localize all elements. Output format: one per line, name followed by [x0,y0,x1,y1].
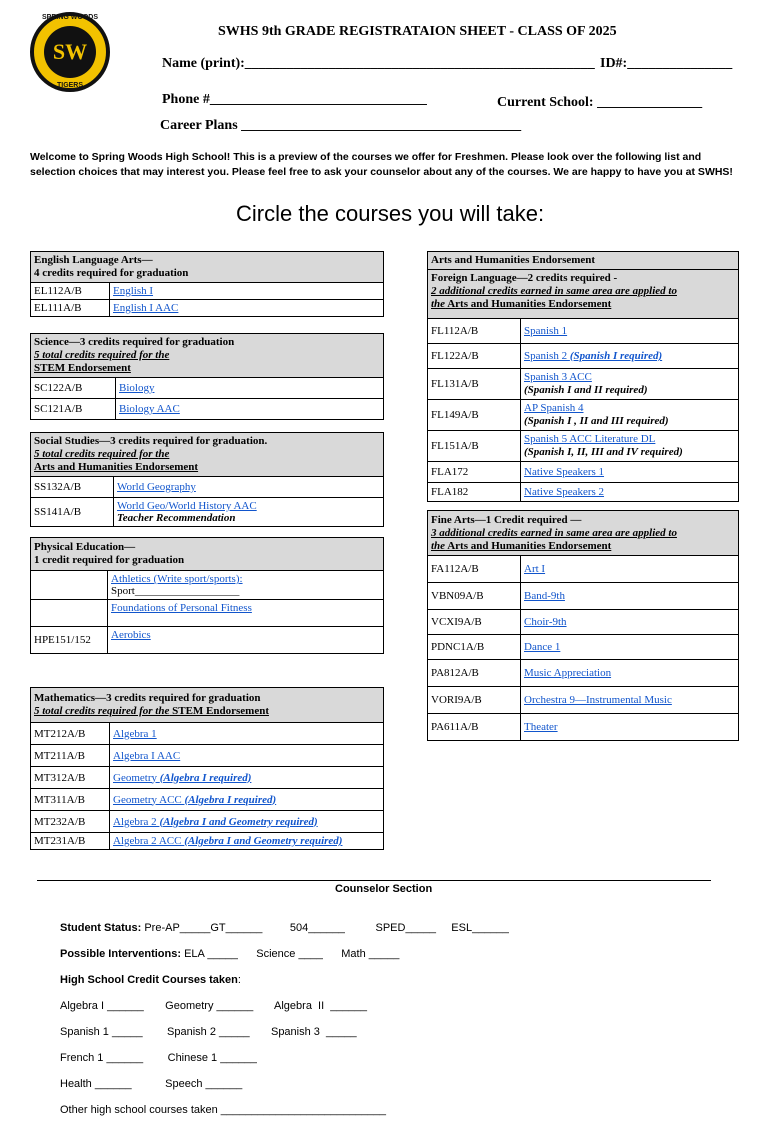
fl-header-line3a: the [431,298,446,310]
pe-header-line1: Physical Education— [34,541,136,553]
credit-line[interactable]: Spanish 1 _____ Spanish 2 _____ Spanish 3 _____ [60,1026,357,1038]
table-row [428,431,739,462]
course-code: MT231A/B [31,833,110,850]
fl-header-line1: Foreign Language—2 credits required - [431,272,618,284]
science-table [30,333,384,420]
course-code: PA611A/B [428,714,521,741]
course-link[interactable]: Foundations of Personal Fitness [111,602,252,614]
math-table [30,687,384,850]
pe-table [30,537,384,654]
course-link[interactable]: Spanish 2 (Spanish I required) [524,350,663,362]
course-link[interactable]: Theater [524,721,558,733]
english-header-line2: 4 credits required for graduation [34,267,189,279]
course-code: MT232A/B [31,811,110,833]
table-row [31,300,384,317]
page-title: SWHS 9th GRADE REGISTRATAION SHEET - CLASS OF 2025 [218,24,617,39]
course-code: FL131A/B [428,369,521,400]
course-code: MT312A/B [31,767,110,789]
interventions-line[interactable]: Possible Interventions: ELA _____ Science ____ Math _____ [60,948,400,960]
social-header-line1: Social Studies—3 credits required for graduation. [34,435,268,447]
credit-line[interactable]: Other high school courses taken ___________________________ [60,1104,386,1116]
hs-credit-label: High School Credit Courses taken [60,974,238,986]
counselor-section: Student Status: Pre-AP_____GT______ 504______ SPED_____ ESL______ Possible Interventions: ELA _____ Science ____ Math _____ High School Credit Courses taken: Algebra I ______ Geometry ______ Algebra II ______ Spanish 1 _____ Spanish 2 _____ Spanish 3 _____ French 1 ______ Chinese 1 ______ Health ______ Speech ______ Other high school courses taken ___________________________ [60,922,509,1116]
table-row [31,399,384,420]
fl-header-line2: 2 additional credits earned in same area are applied to [431,285,677,297]
fine-header-line3a: the [431,539,446,552]
course-code: MT212A/B [31,723,110,745]
course-note: Teacher Recommendation [117,512,236,524]
course-code: FL151A/B [428,431,521,462]
student-status-line[interactable]: Student Status: Pre-AP_____GT______ 504______ SPED_____ ESL______ [60,922,509,934]
course-code: EL111A/B [31,300,110,317]
course-code: FA112A/B [428,556,521,583]
table-row [428,583,739,610]
credit-line[interactable]: French 1 ______ Chinese 1 ______ [60,1052,257,1064]
course-link[interactable]: Native Speakers 1 [524,466,605,478]
course-code: HPE151/152 [31,627,108,654]
sport-field[interactable]: Sport___________________ [111,585,240,597]
social-studies-table [30,432,384,527]
course-code: EL112A/B [31,283,110,300]
table-row [31,745,384,767]
english-header [31,252,384,283]
course-code: FLA172 [428,462,521,483]
course-link[interactable]: Music Appreciation [524,667,612,679]
pe-header [31,538,384,571]
course-link[interactable]: Orchestra 9—Instrumental Music [524,694,672,706]
course-link[interactable]: Geometry (Algebra I required) [113,771,252,784]
fl-header-line3b: Arts and Humanities Endorsement [445,298,612,310]
table-row [31,627,384,654]
logo-bottom-text: TIGERS [56,82,84,89]
pe-header-line2: 1 credit required for graduation [34,554,185,566]
social-header-line2: 5 total credits required for the [34,448,170,460]
course-link[interactable]: Choir-9th [524,616,567,628]
table-row [428,610,739,635]
course-link[interactable]: Algebra 1 [113,727,157,740]
science-header-line2: 5 total credits required for the [34,349,170,361]
table-row [31,723,384,745]
fine-arts-header [428,511,739,556]
name-field[interactable]: Name (print):__________________________________________________ [162,56,595,71]
course-link[interactable]: Native Speakers 2 [524,486,605,498]
course-code: SC121A/B [31,399,116,420]
science-header [31,334,384,378]
social-header-line3: Arts and Humanities Endorsement [34,461,199,473]
course-code: PDNC1A/B [428,635,521,660]
math-header [31,688,384,723]
table-row [31,571,384,600]
table-row [31,833,384,850]
course-link[interactable]: Band-9th [524,590,565,602]
course-requirement: (Spanish I , II and III required) [524,415,669,427]
course-code: MT311A/B [31,789,110,811]
course-link[interactable]: Algebra 2 (Algebra I and Geometry required) [113,815,318,828]
course-code: VBN09A/B [428,583,521,610]
course-link[interactable]: Geometry ACC (Algebra I required) [113,793,277,806]
logo-top-text: SPRING WOODS [41,14,98,21]
science-header-line3: STEM Endorsement [34,362,131,374]
course-requirement: (Spanish I and II required) [524,384,648,396]
table-row [428,344,739,369]
arts-humanities-table [427,251,739,502]
table-row [428,714,739,741]
table-row [31,789,384,811]
math-header-line1: Mathematics—3 credits required for graduation [34,692,261,704]
credit-line[interactable]: Algebra I ______ Geometry ______ Algebra II ______ [60,1000,367,1012]
table-row [31,283,384,300]
course-code: SS132A/B [31,477,114,498]
english-header-line1: English Language Arts— [34,254,153,266]
fine-header-line1: Fine Arts—1 Credit required — [431,513,582,526]
science-header-line1: Science—3 credits required for graduation [34,336,235,348]
table-row [428,462,739,483]
course-link[interactable]: Biology [119,382,155,394]
course-code: VORI9A/B [428,687,521,714]
table-row [31,477,384,498]
course-link[interactable]: Aerobics [111,629,151,641]
course-code: MT211A/B [31,745,110,767]
table-row [31,498,384,527]
career-plans-field[interactable]: Career Plans ________________________________________ [160,118,522,133]
phone-field[interactable]: Phone #_______________________________ [162,92,427,107]
table-row [428,660,739,687]
table-row [428,687,739,714]
table-row [31,378,384,399]
school-logo [30,12,110,92]
table-row [428,483,739,502]
fine-header-line3b: Arts and Humanities Endorsement [445,539,612,552]
course-link[interactable]: Algebra I AAC [113,749,181,762]
instructions-heading: Circle the courses you will take: [236,201,545,226]
logo-monogram: SW [44,26,96,78]
id-field[interactable]: ID#:_______________ [600,56,733,71]
course-link[interactable]: Biology AAC [119,403,180,415]
social-header [31,433,384,477]
course-link[interactable]: World Geography [117,481,196,493]
counselor-section-title: Counselor Section [335,883,433,895]
course-code: FLA182 [428,483,521,502]
math-header-line2: 5 total credits required for the [34,705,170,717]
fine-header-line2: 3 additional credits earned in same area are applied to [431,526,677,539]
table-row [31,600,384,627]
divider [37,880,711,881]
course-requirement: (Spanish I, II, III and IV required) [524,446,683,458]
fine-arts-table [427,510,739,741]
foreign-language-header [428,270,739,319]
course-code: PA812A/B [428,660,521,687]
table-row [31,767,384,789]
course-link[interactable]: Spanish 3 ACC [524,371,592,383]
course-code: FL122A/B [428,344,521,369]
course-link[interactable]: Spanish 5 ACC Literature DL [524,433,656,445]
credit-line[interactable]: Health ______ Speech ______ [60,1078,243,1090]
math-header-line2b: STEM Endorsement [169,705,269,717]
course-link[interactable]: English I [113,285,154,297]
table-row [428,556,739,583]
course-code: VCXI9A/B [428,610,521,635]
intro-text: Welcome to Spring Woods High School! This is a preview of the courses we offer for Freshmen. Please look over the following list and selection choices that may interest you. Please feel free to ask your counselor about any of the courses. We are happy to have you at SWHS! [30,151,733,178]
course-link[interactable]: AP Spanish 4 [524,402,584,414]
table-row [428,400,739,431]
course-code: FL149A/B [428,400,521,431]
course-code: SS141A/B [31,498,114,527]
course-code: FL112A/B [428,319,521,344]
course-link[interactable]: Spanish 1 [524,325,568,337]
current-school-field[interactable]: Current School: _______________ [497,95,703,110]
table-row [428,369,739,400]
course-link[interactable]: English I AAC [113,302,179,314]
course-link[interactable]: Algebra 2 ACC (Algebra I and Geometry required) [113,835,343,847]
course-link[interactable]: Dance 1 [524,641,561,653]
course-link[interactable]: World Geo/World History AAC [117,500,257,512]
course-link[interactable]: Athletics (Write sport/sports): [111,573,243,585]
english-table [30,251,384,317]
table-row [428,635,739,660]
course-code: SC122A/B [31,378,116,399]
course-link[interactable]: Art I [524,563,546,575]
table-row [31,811,384,833]
table-row [428,319,739,344]
arts-header: Arts and Humanities Endorsement [428,252,739,270]
